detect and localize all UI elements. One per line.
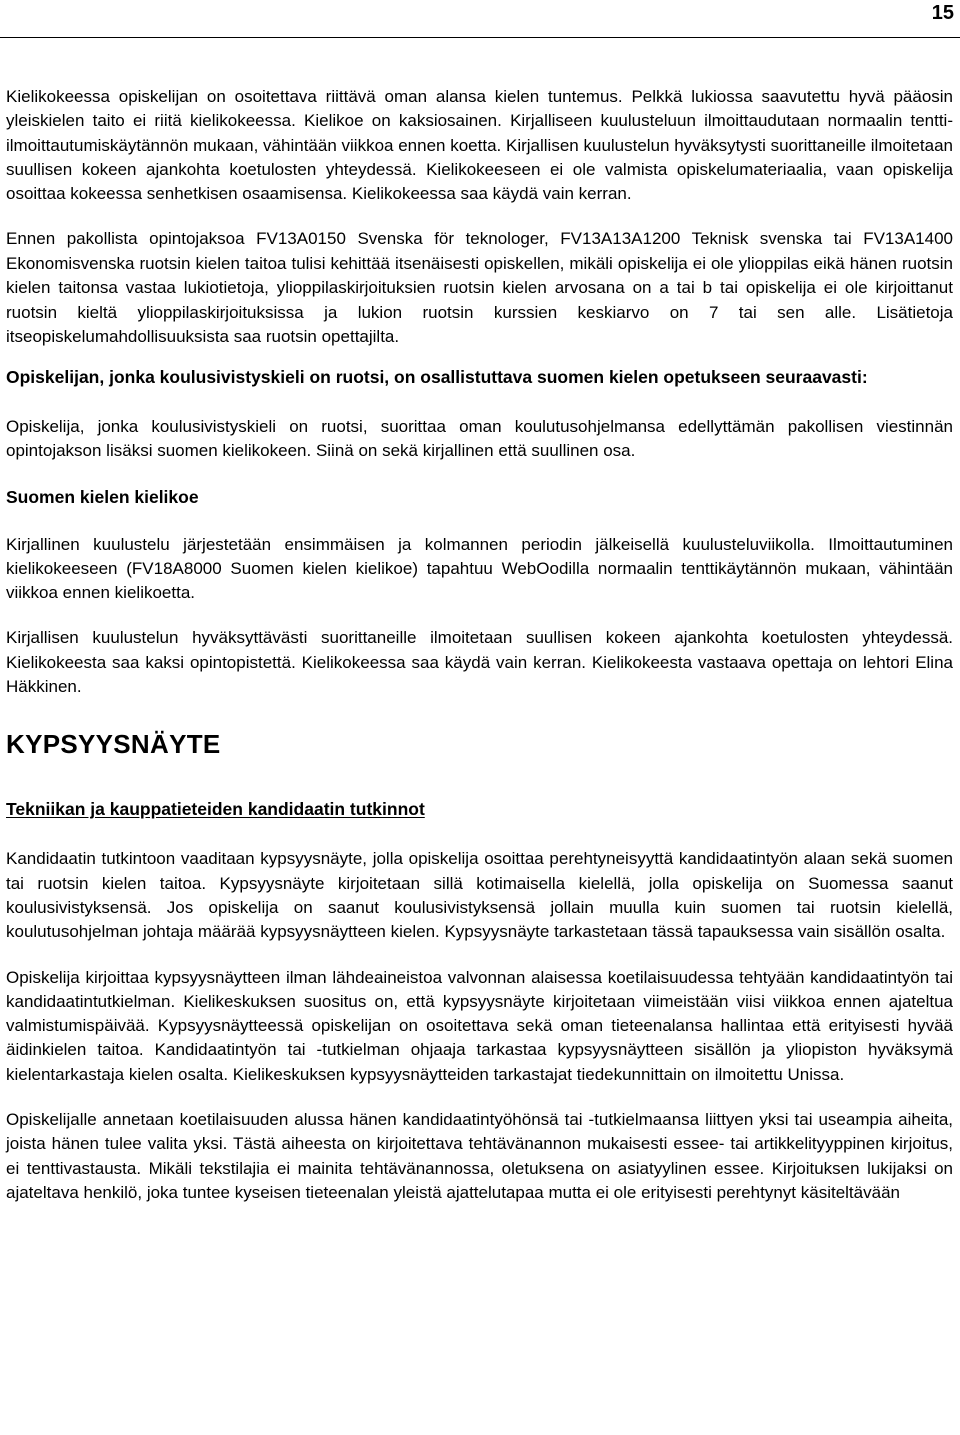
paragraph-oral-exam-info: Kirjallisen kuulustelun hyväksyttävästi suorittaneille ilmoitetaan suullisen kokeen ajankohta koetulosten yhteydessä. Kielikokeesta saa kaksi opintopistettä. Kielikokeessa saa käydä vain kerran. Kielikokeesta vastaava opettaja on lehtori Elina Häkkinen. [6,628,953,697]
paragraph-finnish-exam-requirement: Opiskelija, jonka koulusivistyskieli on ruotsi, suorittaa oman koulutusohjelmansa edellyttämän pakollisen viestinnän opintojakson lisäksi suomen kielikokeen. Siinä on sekä kirjallinen että suullinen osa. [6,416,953,461]
document-body [6,85,953,1226]
header-rule [0,37,960,38]
paragraph-maturity-test-procedure: Opiskelija kirjoittaa kypsyysnäytteen ilman lähdeaineistoa valvonnan alaisessa koetilaisuudessa tehtyään kandidaatintyön tai kandidaatintutkielman. Kielikeskuksen suositus on, että kypsyysnäyte kirjoitetaan viimeistään viisi viikkoa ennen ajateltua valmistumispäivää. Kypsyysnäytteessä opiskelijan on osoitettava sekä oman tieteenalansa hallintaa että erityisesti hyvää äidinkielen taitoa. Kandidaatintyön tai -tutkielman ohjaaja tarkastaa kypsyysnäytteen sisällön ja yliopiston hyväksymä kielentarkastaja kielen osalta. Kielikeskuksen kypsyysnäytteiden tarkastajat tiedekunnittain on ilmoitettu Unissa. [6,967,953,1084]
paragraph-maturity-test-topics: Opiskelijalle annetaan koetilaisuuden alussa hänen kandidaatintyöhönsä tai -tutkielmaansa liittyen yksi tai useampia aiheita, joista hänen tulee valita yksi. Tästä aiheesta on kirjoitettava tehtävänannon mukaisesti essee- tai artikkelityyppinen kirjoitus, ei tenttivastausta. Mikäli tekstilajia ei mainita tehtävänannossa, oletuksena on asiatyylinen essee. Kirjoituksen lukijaksi on ajateltava henkilö, joka tuntee kyseisen tieteenalan yleistä ajattelutapaa mutta ei ole erityisesti perehtynyt käsiteltävään [6,1110,953,1202]
heading-swedish-speaking-students: Opiskelijan, jonka koulusivistyskieli on ruotsi, on osallistuttava suomen kielen opetukseen seuraavasti: [6,366,868,387]
paragraph-maturity-test-requirement: Kandidaatin tutkintoon vaaditaan kypsyysnäyte, jolla opiskelija osoittaa perehtyneisyyttä kandidaatintyön alaan sekä suomen tai ruotsin kielen taitoa. Kypsyysnäyte kirjoitetaan sillä kotimaisella kielellä, jolla opiskelija on Suomessa saanut koulusivistyksensä. Jos opiskelija on saanut koulusivistyksensä jollain muulla kuin suomen tai ruotsin kielellä, koulutusohjelman johtaja määrää kypsyysnäytteen kielen. Kypsyysnäyte tarkastetaan tässä tapauksessa vain sisällön osalta. [6,849,953,942]
paragraph-written-exam-schedule: Kirjallinen kuulustelu järjestetään ensimmäisen ja kolmannen periodin jälkeisellä kuulusteluviikolla. Ilmoittautuminen kielikokeeseen (FV18A8000 Suomen kielen kielikoe) tapahtuu WebOodilla normaalin tenttikäytännön mukaan, vähintään viikkoa ennen kielikoetta. [6,534,953,603]
paragraph-language-exam-intro: Kielikokeessa opiskelijan on osoitettava riittävä oman alansa kielen tuntemus. Pelkkä lukiossa saavutettu hyvä pääosin yleiskielen taito ei riitä kielikokeessa. Kielikoe on kaksiosainen. Kirjalliseen kuulusteluun ilmoittaudutaan normaalin tentti-ilmoittautumiskäytännön mukaan, vähintään viikkoa ennen koetta. Kirjallisen kuulustelun hyväksytysti suorittaneille ilmoitetaan suullisen kokeen ajankohta koetulosten yhteydessä. Kielikokeeseen ei ole valmista opiskelumateriaalia, vaan opiskelija osoittaa kokeessa senhetkisen osaamisensa. Kielikokeessa saa käydä vain kerran. [6,87,953,204]
heading-finnish-language-exam: Suomen kielen kielikoe [6,486,199,507]
paragraph-swedish-prerequisite: Ennen pakollista opintojaksoa FV13A0150 Svenska för teknologer, FV13A13A1200 Teknisk svenska tai FV13A1400 Ekonomisvenska ruotsin kielen taitoa tulisi kehittää itsenäisesti opiskellen, mikäli opiskelija ei ole ylioppilas eikä hänen ruotsin kielen taitonsa vastaa lukiotietoja, ylioppilaskirjoituksien ruotsin kielen arvosana on a tai b tai opiskelija ei ole kirjoittanut ruotsin kieltä ylioppilaskirjoituksissa ja lukion ruotsin kurssien keskiarvo on 7 tai sen alle. Lisätietoja itseopiskelumahdollisuuksista saa ruotsin opettajilta. [6,229,953,347]
page-header [0,0,960,40]
heading-kypsyysnayte: KYPSYYSNÄYTE [6,729,221,760]
heading-bachelor-degrees: Tekniikan ja kauppatieteiden kandidaatin tutkinnot [6,799,425,820]
page-number: 15 [931,2,954,24]
